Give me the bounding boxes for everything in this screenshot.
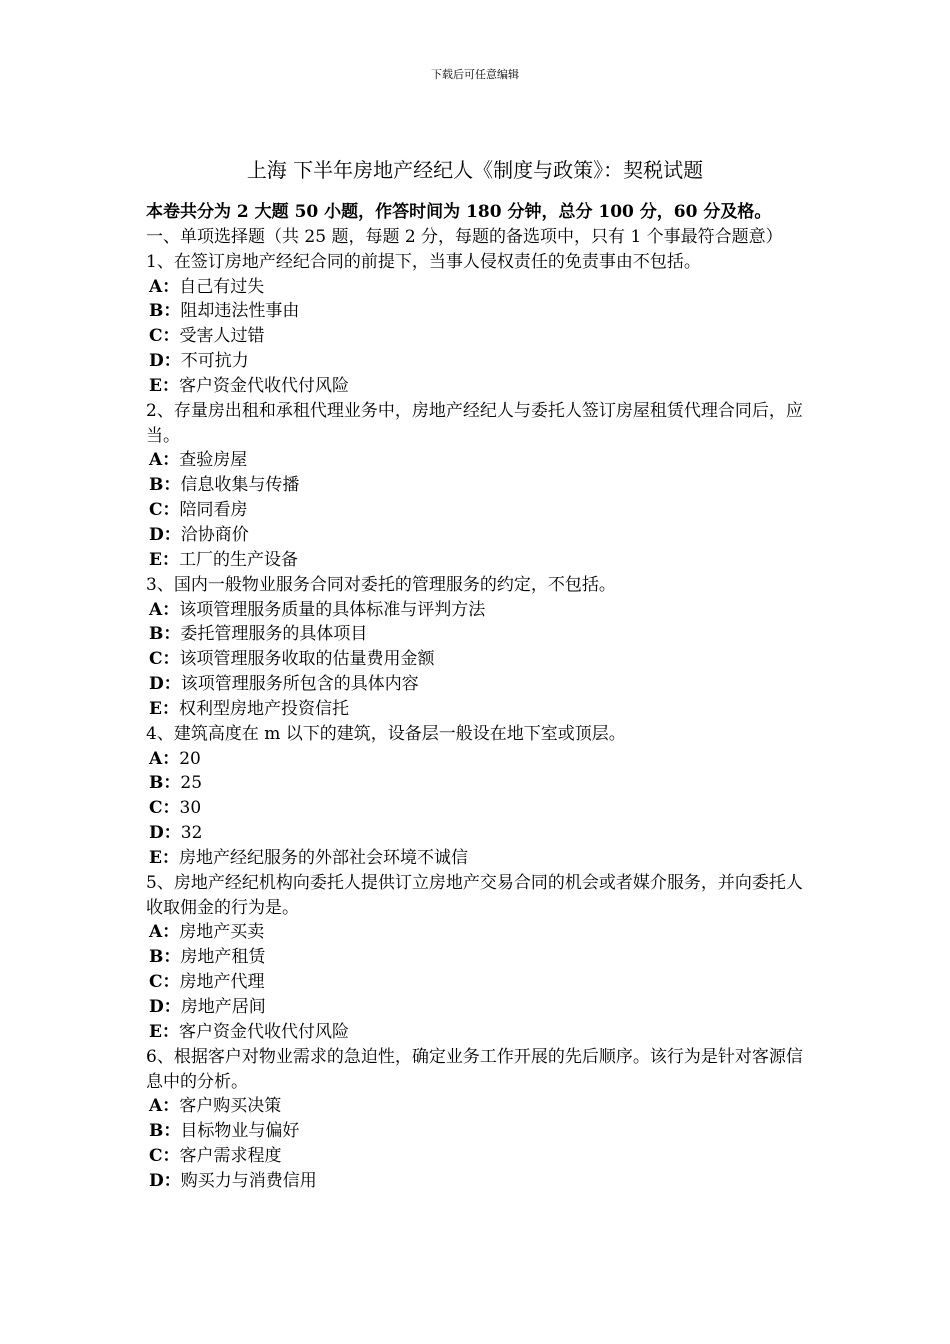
option-text: 购买力与消费信用 (180, 1170, 317, 1191)
option-text: 委托管理服务的具体项目 (180, 624, 368, 645)
option-key: C： (149, 649, 180, 670)
question-stem: 6、根据客户对物业需求的急迫性，确定业务工作开展的先后顺序。该行为是针对客源信息中的分析。 (146, 1046, 803, 1092)
answer-option (146, 647, 811, 672)
answer-option (146, 548, 811, 573)
answer-option (146, 672, 811, 697)
answer-option (146, 498, 811, 523)
option-text: 客户资金代收代付风险 (178, 1021, 349, 1042)
option-text: 该项管理服务收取的估量费用金额 (179, 649, 435, 670)
option-text: 目标物业与偏好 (180, 1121, 300, 1142)
option-key: D： (149, 524, 181, 545)
option-key: A： (149, 922, 180, 943)
option-text: 20 (179, 748, 201, 769)
answer-option (146, 324, 811, 349)
option-key: D： (149, 1170, 181, 1191)
answer-option (146, 697, 811, 722)
answer-option (146, 1169, 811, 1194)
answer-option (146, 846, 811, 871)
option-key: E： (149, 1021, 179, 1042)
answer-option (146, 771, 811, 796)
answer-option (146, 349, 811, 374)
answer-option (146, 747, 811, 772)
answer-option (146, 821, 811, 846)
question-block (146, 871, 811, 1045)
option-text: 查验房屋 (179, 450, 248, 471)
answer-option (146, 920, 811, 945)
option-key: D： (149, 674, 181, 695)
option-key: E： (149, 549, 179, 570)
answer-option (146, 1094, 811, 1119)
option-key: C： (149, 500, 180, 521)
option-text: 25 (180, 773, 203, 794)
answer-option (146, 796, 811, 821)
answer-option (146, 945, 811, 970)
option-key: B： (149, 1121, 181, 1142)
answer-option (146, 598, 811, 623)
option-text: 房地产租赁 (180, 947, 266, 968)
answer-option (146, 299, 811, 324)
option-text: 工厂的生产设备 (178, 549, 298, 570)
document-body (146, 200, 811, 1194)
option-text: 该项管理服务质量的具体标准与评判方法 (179, 599, 486, 620)
option-text: 受害人过错 (179, 326, 265, 347)
option-key: B： (149, 301, 181, 322)
header-note: 下载后可任意编辑 (431, 68, 519, 81)
answer-option (146, 374, 811, 399)
question-block (146, 1045, 811, 1194)
option-key: C： (149, 972, 180, 993)
question-block (146, 399, 811, 573)
option-text: 32 (180, 823, 203, 844)
answer-option (146, 1144, 811, 1169)
option-text: 阻却违法性事由 (180, 301, 300, 322)
option-text: 该项管理服务所包含的具体内容 (180, 674, 419, 695)
question-stem: 5、房地产经纪机构向委托人提供订立房地产交易合同的机会或者媒介服务，并向委托人收取佣金的行为是。 (146, 872, 803, 918)
option-key: C： (149, 1146, 180, 1167)
option-key: E： (149, 698, 179, 719)
question-block (146, 573, 811, 722)
option-key: B： (149, 947, 181, 968)
answer-option (146, 473, 811, 498)
answer-option (146, 622, 811, 647)
option-key: A： (149, 1096, 180, 1117)
option-key: A： (149, 599, 180, 620)
option-text: 权利型房地产投资信托 (178, 698, 349, 719)
option-text: 房地产居间 (180, 997, 266, 1017)
option-text: 自己有过失 (179, 276, 265, 297)
question-block (146, 722, 811, 871)
document-title: 上海 下半年房地产经纪人《制度与政策》：契税试题 (246, 158, 704, 182)
option-text: 不可抗力 (180, 351, 249, 372)
option-text: 房地产买卖 (179, 922, 265, 943)
question-stem: 3、国内一般物业服务合同对委托的管理服务的约定，不包括。 (146, 574, 616, 595)
option-key: C： (149, 798, 180, 819)
option-text: 30 (179, 798, 202, 819)
section-heading: 一、单项选择题（共 25 题，每题 2 分，每题的备选项中，只有 1 个事最符合题意） (146, 226, 783, 247)
option-key: B： (149, 475, 181, 496)
option-text: 陪同看房 (179, 500, 248, 521)
question-stem: 2、存量房出租和承租代理业务中，房地产经纪人与委托人签订房屋租赁代理合同后，应当。 (146, 400, 803, 446)
answer-option (146, 523, 811, 548)
option-key: C： (149, 326, 180, 347)
option-key: E： (149, 375, 179, 396)
option-text: 客户购买决策 (179, 1096, 282, 1117)
option-text: 客户资金代收代付风险 (178, 375, 349, 396)
question-stem: 1、在签订房地产经纪合同的前提下，当事人侵权责任的免责事由不包括。 (146, 251, 701, 272)
option-key: A： (149, 748, 180, 769)
answer-option (146, 970, 811, 995)
option-key: B： (149, 773, 181, 794)
question-block (146, 250, 811, 399)
option-key: A： (149, 276, 180, 297)
option-key: E： (149, 847, 179, 868)
answer-option (146, 448, 811, 473)
answer-option (146, 1020, 811, 1045)
option-text: 信息收集与传播 (180, 475, 300, 496)
answer-option (146, 1119, 811, 1144)
option-key: D： (149, 351, 181, 372)
option-key: D： (149, 997, 181, 1017)
option-text: 洽协商价 (180, 524, 249, 545)
option-key: A： (149, 450, 180, 471)
answer-option (146, 275, 811, 300)
answer-option (146, 995, 811, 1020)
question-stem: 4、建筑高度在 m 以下的建筑，设备层一般设在地下室或顶层。 (146, 723, 626, 744)
option-key: D： (149, 823, 181, 844)
option-text: 房地产经纪服务的外部社会环境不诚信 (178, 847, 468, 868)
option-key: B： (149, 624, 181, 645)
exam-intro: 本卷共分为 2 大题 50 小题，作答时间为 180 分钟，总分 100 分，60 分及格。 (146, 202, 772, 222)
question-list (146, 250, 811, 1194)
option-text: 房地产代理 (179, 972, 265, 993)
option-text: 客户需求程度 (179, 1146, 282, 1167)
